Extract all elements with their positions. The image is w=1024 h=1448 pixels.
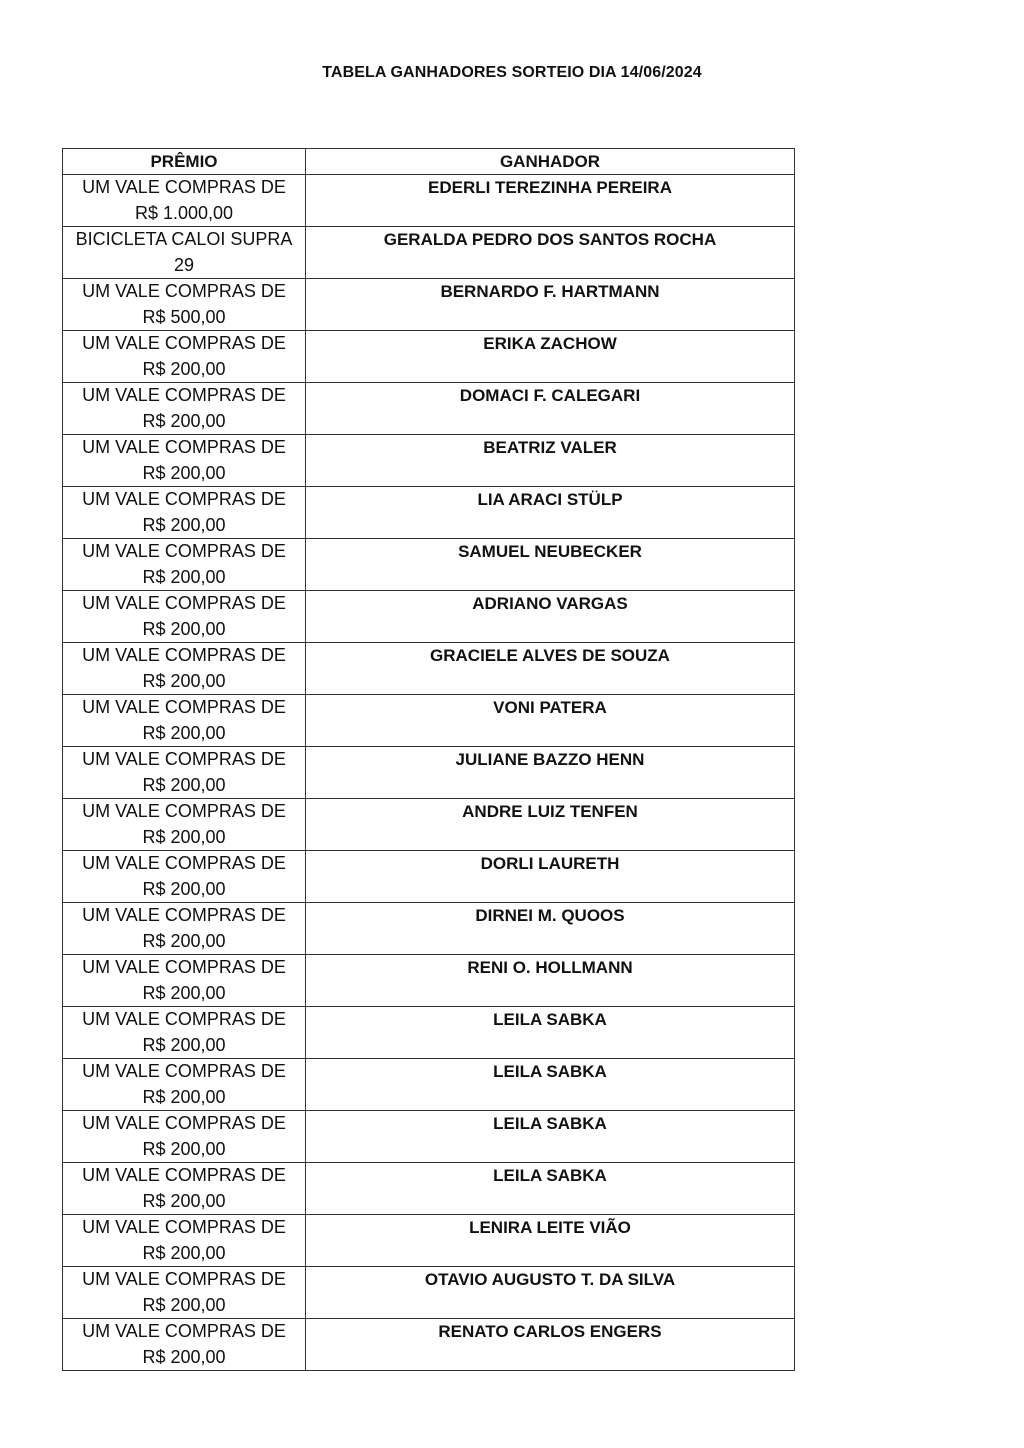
prize-cell — [63, 487, 306, 539]
prize-line-2: R$ 200,00 — [142, 1086, 226, 1107]
prize-line-1: UM VALE COMPRAS DE — [82, 697, 286, 717]
winner-cell: OTAVIO AUGUSTO T. DA SILVA — [306, 1267, 795, 1319]
winner-cell: LIA ARACI STÜLP — [306, 487, 795, 539]
prize-cell — [63, 1215, 306, 1267]
table-row — [63, 1007, 795, 1059]
table-row — [63, 383, 795, 435]
prize-cell — [63, 227, 306, 279]
winner-cell: DIRNEI M. QUOOS — [306, 903, 795, 955]
table-row — [63, 175, 795, 227]
prize-line-2: R$ 200,00 — [142, 774, 226, 795]
prize-line-2: R$ 200,00 — [142, 1034, 226, 1055]
table-row — [63, 1111, 795, 1163]
prize-cell — [63, 1007, 306, 1059]
prize-line-2: R$ 200,00 — [142, 358, 226, 379]
prize-cell — [63, 695, 306, 747]
table-row — [63, 227, 795, 279]
winner-cell: RENI O. HOLLMANN — [306, 955, 795, 1007]
prize-line-2: R$ 200,00 — [142, 826, 226, 847]
prize-cell — [63, 851, 306, 903]
prize-line-1: UM VALE COMPRAS DE — [82, 489, 286, 509]
table-row — [63, 331, 795, 383]
prize-line-1: UM VALE COMPRAS DE — [82, 281, 286, 301]
prize-line-2: R$ 200,00 — [142, 514, 226, 535]
prize-line-1: UM VALE COMPRAS DE — [82, 177, 286, 197]
table-row — [63, 1319, 795, 1371]
prize-cell — [63, 1163, 306, 1215]
table-row — [63, 695, 795, 747]
prize-line-1: UM VALE COMPRAS DE — [82, 957, 286, 977]
winner-cell: RENATO CARLOS ENGERS — [306, 1319, 795, 1371]
prize-cell — [63, 1059, 306, 1111]
prize-line-2: 29 — [173, 254, 195, 275]
prize-line-1: UM VALE COMPRAS DE — [82, 645, 286, 665]
prize-line-1: UM VALE COMPRAS DE — [82, 333, 286, 353]
table-row — [63, 539, 795, 591]
winner-cell: LEILA SABKA — [306, 1163, 795, 1215]
prize-line-2: R$ 200,00 — [142, 1346, 226, 1367]
table-row — [63, 591, 795, 643]
prize-cell — [63, 643, 306, 695]
table-row — [63, 1267, 795, 1319]
prize-cell — [63, 383, 306, 435]
prize-cell — [63, 331, 306, 383]
table-row — [63, 1059, 795, 1111]
prize-line-1: UM VALE COMPRAS DE — [82, 593, 286, 613]
prize-line-1: UM VALE COMPRAS DE — [82, 853, 286, 873]
prize-cell — [63, 1111, 306, 1163]
table-row — [63, 903, 795, 955]
table-row — [63, 747, 795, 799]
table-row — [63, 851, 795, 903]
prize-line-1: UM VALE COMPRAS DE — [82, 1061, 286, 1081]
table-row — [63, 955, 795, 1007]
prize-line-1: UM VALE COMPRAS DE — [82, 385, 286, 405]
table-body — [63, 175, 795, 1371]
prize-line-2: R$ 200,00 — [142, 566, 226, 587]
winner-cell: LEILA SABKA — [306, 1007, 795, 1059]
prize-line-1: BICICLETA CALOI SUPRA — [75, 229, 293, 249]
table-row — [63, 279, 795, 331]
prize-line-1: UM VALE COMPRAS DE — [82, 1165, 286, 1185]
prize-line-2: R$ 1.000,00 — [134, 202, 234, 223]
prize-cell — [63, 799, 306, 851]
prize-line-2: R$ 200,00 — [142, 462, 226, 483]
winner-cell: DORLI LAURETH — [306, 851, 795, 903]
prize-cell — [63, 1319, 306, 1371]
prize-cell — [63, 591, 306, 643]
prize-line-1: UM VALE COMPRAS DE — [82, 905, 286, 925]
prize-line-2: R$ 200,00 — [142, 1294, 226, 1315]
prize-line-1: UM VALE COMPRAS DE — [82, 749, 286, 769]
table-row — [63, 435, 795, 487]
prize-line-2: R$ 200,00 — [142, 878, 226, 899]
winners-table — [62, 148, 795, 1371]
winner-cell: BERNARDO F. HARTMANN — [306, 279, 795, 331]
table-row — [63, 1215, 795, 1267]
winner-cell: LEILA SABKA — [306, 1059, 795, 1111]
winner-cell: LENIRA LEITE VIÃO — [306, 1215, 795, 1267]
prize-cell — [63, 747, 306, 799]
winner-cell: GRACIELE ALVES DE SOUZA — [306, 643, 795, 695]
prize-line-2: R$ 200,00 — [142, 618, 226, 639]
header-prize: PRÊMIO — [63, 149, 306, 175]
prize-line-2: R$ 200,00 — [142, 1190, 226, 1211]
table-row — [63, 643, 795, 695]
header-row — [63, 149, 795, 175]
prize-line-2: R$ 500,00 — [142, 306, 226, 327]
prize-line-1: UM VALE COMPRAS DE — [82, 1113, 286, 1133]
prize-line-1: UM VALE COMPRAS DE — [82, 541, 286, 561]
prize-line-1: UM VALE COMPRAS DE — [82, 1269, 286, 1289]
winner-cell: LEILA SABKA — [306, 1111, 795, 1163]
header-winner: GANHADOR — [306, 149, 795, 175]
winner-cell: JULIANE BAZZO HENN — [306, 747, 795, 799]
prize-line-1: UM VALE COMPRAS DE — [82, 801, 286, 821]
winner-cell: GERALDA PEDRO DOS SANTOS ROCHA — [306, 227, 795, 279]
prize-cell — [63, 539, 306, 591]
winner-cell: DOMACI F. CALEGARI — [306, 383, 795, 435]
document-title: TABELA GANHADORES SORTEIO DIA 14/06/2024 — [322, 64, 702, 81]
prize-line-2: R$ 200,00 — [142, 982, 226, 1003]
winner-cell: VONI PATERA — [306, 695, 795, 747]
winner-cell: BEATRIZ VALER — [306, 435, 795, 487]
prize-line-2: R$ 200,00 — [142, 410, 226, 431]
winner-cell: ADRIANO VARGAS — [306, 591, 795, 643]
winner-cell: SAMUEL NEUBECKER — [306, 539, 795, 591]
prize-line-2: R$ 200,00 — [142, 670, 226, 691]
prize-line-2: R$ 200,00 — [142, 1138, 226, 1159]
prize-line-1: UM VALE COMPRAS DE — [82, 1217, 286, 1237]
prize-line-2: R$ 200,00 — [142, 1242, 226, 1263]
prize-cell — [63, 1267, 306, 1319]
winner-cell: EDERLI TEREZINHA PEREIRA — [306, 175, 795, 227]
table-row — [63, 799, 795, 851]
table-row — [63, 487, 795, 539]
prize-line-2: R$ 200,00 — [142, 722, 226, 743]
prize-cell — [63, 955, 306, 1007]
prize-cell — [63, 435, 306, 487]
prize-cell — [63, 175, 306, 227]
winner-cell: ERIKA ZACHOW — [306, 331, 795, 383]
prize-line-1: UM VALE COMPRAS DE — [82, 437, 286, 457]
table-header — [63, 149, 795, 175]
prize-line-1: UM VALE COMPRAS DE — [82, 1321, 286, 1341]
prize-line-1: UM VALE COMPRAS DE — [82, 1009, 286, 1029]
table-row — [63, 1163, 795, 1215]
winner-cell: ANDRE LUIZ TENFEN — [306, 799, 795, 851]
prize-line-2: R$ 200,00 — [142, 930, 226, 951]
prize-cell — [63, 903, 306, 955]
prize-cell — [63, 279, 306, 331]
